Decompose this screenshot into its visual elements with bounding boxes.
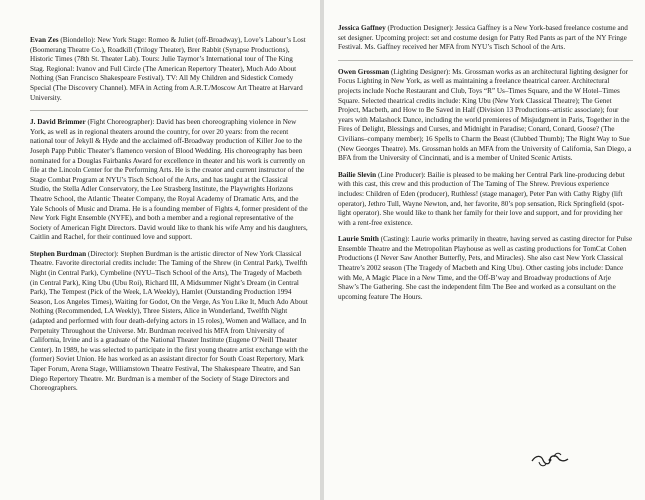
bio-role: (Fight Choreographer): (87, 118, 155, 127)
bio-name: Laurie Smith (338, 235, 379, 244)
left-page (0, 0, 320, 500)
bio-bailie-slevin (338, 171, 633, 229)
bio-role: (Line Producer): (377, 170, 426, 179)
bio-evan-zes (30, 36, 308, 103)
bio-owen-grossman (338, 68, 633, 164)
bio-body: Laurie works primarily in theatre, having served as casting director for Pulse Ensemble Theatre and the Metropolitan Playhouse as well as casting productions for TomCat Cohen Productions (I Never Saw Another Butterfly, Pets, and Miracles). She also cast New York Classical Theatre’s 2002 season (The Tragedy of Macbeth and King Ubu). Other casting jobs include: Dance with Me, A Magic Place in a New Time, and the Off-B’way and Broadway productions of Arje Shaw’s The Gathering. She cast the independent film The Bee and worked as a consultant on the upcoming feature The Hours. (338, 235, 633, 301)
bio-body: David has been choreographing violence in New York, as well as in regional theaters around the country, for over 20 years: from the recent national tour of Jekyll & Hyde and the acclaimed off-Broadway production of Killer Joe to the Joseph Papp Public Theater’s flamenco version of Blood Wedding. His choreography has been nominated for a Douglas Fairbanks Award for excellence in theater and his work is currently on file at the Lincoln Center for the Performing Arts. He is the creator and current instructor of the Stage Combat Program at NYU’s Tisch School of the Arts, and has taught at the Classical Studio, the Stella Adler Conservatory, the Lee Strasberg Institute, the Playwrights Horizons Theatre School, the Atlantic Theater Company, the Royal Academy of Dramatic Arts, and the Yale Schools of Music and Drama. He is a founding member of Fights 4, former president of the New York Fight Ensemble (NYFE), and both a member and a regional representative of the Society of American Fight Directors. David would like to thank his wife Amy and his daughters, Caitlin and Rachel, for their continued love and support. (30, 118, 308, 242)
bio-jessica-gaffney (338, 24, 633, 53)
bio-name: J. David Brimmer (30, 118, 86, 127)
bio-j-david-brimmer (30, 118, 308, 243)
bio-name: Stephen Burdman (30, 249, 87, 258)
bio-name: Evan Zes (30, 36, 59, 44)
bio-body: Stephen Burdman is the artistic director of New York Classical Theatre. Favorite directorial credits include: The Taming of the Shrew (in Central Park), Twelfth Night (in Central Park), Cymbeline (NYU–Tisch School of the Arts), The Tragedy of Macbeth (in Central Park), King Ubu (Ubu Roi), Richard III, A Midsummer Night’s Dream (in Central Park), The Tempest (Pick of the Week, LA Weekly), Hamlet (Outstanding Production 1994 Season, Los Angeles Times), Waiting for Godot, On the Verge, As You Like It, Much Ado About Nothing (Recommended, LA Weekly), Three Sisters, Alice in Wonderland, Twelfth Night (adapted and performed with four death-defying actors in 15 roles), Women and Wallace, and In Perpetuity Throughout the Universe. Mr. Burdman received his MFA from University of California, Irvine and is a graduate of the National Theater Institute (Eugene O’Neill Theater Center). In 1989, he was selected to participate in the first young theatre artist exchange with the (former) Soviet Union. He has worked as an assistant director for South Coast Repertory, Mark Taper Forum, Arena Stage, Williamstown Theatre Festival, The Shakespeare Theatre, and San Diego Repertory Theatre. Mr. Burdman is a member of the Society of Stage Directors and Choreographers. (30, 249, 308, 393)
bio-role: (Casting): (380, 235, 410, 244)
bio-role: (Lighting Designer): (390, 67, 451, 76)
bio-body: Jessica Gaffney is a New York-based freelance costume and set designer. Upcoming project: set and costume design for Patty Red Pants as part of the NY Fringe Festival. Ms. Gaffney received her MFA from NYU’s Tisch School of the Arts. (338, 24, 628, 52)
bio-name: Bailie Slevin (338, 170, 377, 179)
bio-divider (30, 110, 308, 111)
bio-body: Bailie is pleased to be making her Central Park line-producing debut with this cast, this crew and this production of The Taming of The Shrew. Previous experience includes: Children of Eden (producer), Ruthless! (stage manager), Peter Pan with Cathy Rigby (lift operator), Jethro Tull, Wayne Newton, and, her favorite, 80’s pop sensation, Rick Springfield (spot-light operator). She would like to thank her family for their love and support, and for providing her with a rent-free existence. (338, 170, 625, 227)
bio-role: (Biondello): (60, 36, 96, 44)
bio-role: (Director): (87, 249, 119, 258)
bio-laurie-smith (338, 235, 633, 302)
bio-divider (338, 60, 633, 61)
bio-name: Jessica Gaffney (338, 24, 386, 32)
bio-stephen-burdman (30, 250, 308, 394)
right-page (324, 0, 645, 500)
flourish-ornament-icon (530, 451, 570, 469)
bio-name: Owen Grossman (338, 67, 390, 76)
bio-body: New York Stage: Romeo & Juliet (off-Broadway), Love’s Labour’s Lost (Boomerang Theatre Co.), Roadkill (Trilogy Theater), Brer Rabbit (Synapse Productions), Historic Times (78th St. Theater Lab). Tours: Julie Taymor’s International tour of The King Stag. Regional: Ivanov and Full Circle (The American Repertory Theater), Much Ado About Nothing (San Francisco Shakespeare Festival). TV: All My Children and Sidestick Comedy Special (The Discovery Channel). MFA in Acting from A.R.T./Moscow Art Theatre at Harvard University. (30, 36, 306, 102)
bio-role: (Production Designer): (387, 24, 454, 32)
bio-body: Ms. Grossman works as an architectural lighting designer for Focus Lighting in New York, as well as maintaining a freelance theatrical career. Architectural projects include Noche Restaurant and Club, Toys “R” Us–Times Square, and the W Hotel–Times Square. Selected theatrical credits include: King Ubu (New York Classical Theatre); The Genet Project, Macbeth, and How to Be Saved in Half (Division 13 Productions–artistic associate); four years with Malashock Dance, including the world premieres of Misjudgment in Paris, Together in the Fires of Delight, Blessings and Curses, and Midnight in Paradise; Conard, Conard, Goose? (The Civilians–company member); 16 Spells to Charm the Beast (Clubbed Thumb); The Right Way to Sue (New Georges Theatre). Ms. Grossman holds an MFA from the University of California, San Diego, a BFA from the University of Cincinnati, and is a member of United Scenic Artists. (338, 67, 632, 163)
